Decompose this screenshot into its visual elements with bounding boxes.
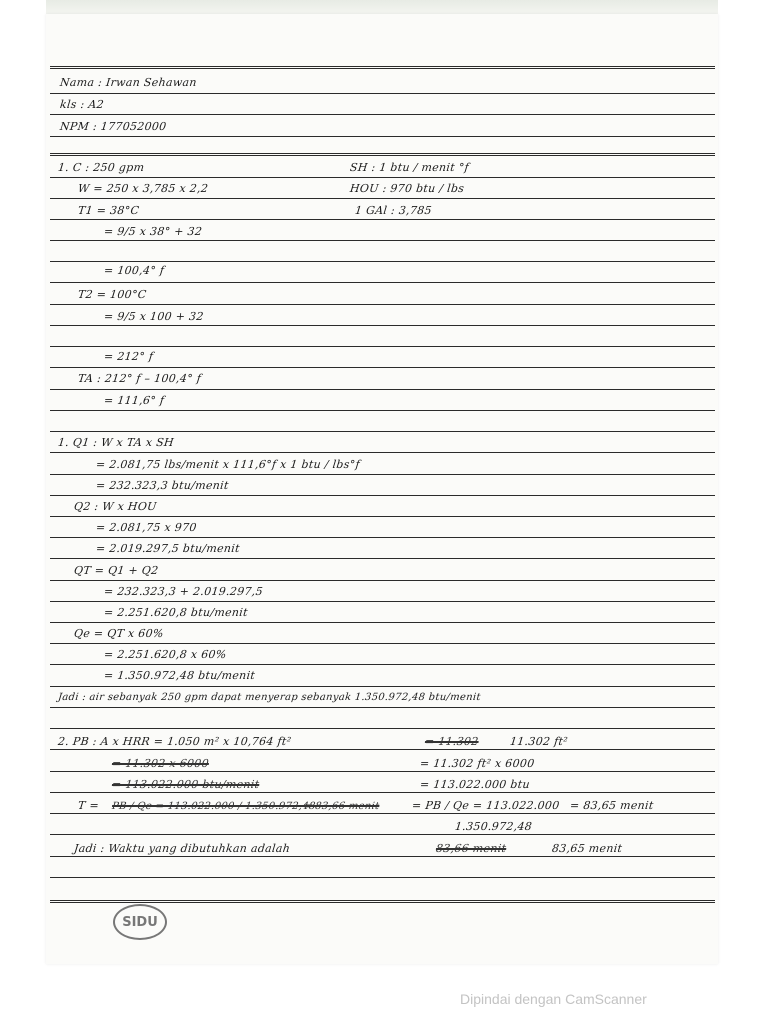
notebook-brand-logo: SIDU (113, 904, 167, 940)
ruled-line (50, 686, 715, 687)
given-c: 1. C : 250 gpm (57, 161, 146, 174)
ruled-line (50, 410, 715, 411)
ruled-line (50, 728, 715, 729)
q1-formula: 1. Q1 : W x TA x SH (57, 436, 175, 449)
ruled-line (50, 601, 715, 602)
q2-formula: Q2 : W x HOU (73, 500, 158, 513)
ruled-line (50, 474, 715, 475)
ruled-line (50, 114, 715, 115)
ruled-line (50, 900, 715, 903)
qe-step: = 2.251.620,8 x 60% (103, 648, 228, 661)
ruled-line (50, 537, 715, 538)
ruled-line (50, 622, 715, 623)
t1-conversion: = 9/5 x 38° + 32 (103, 225, 203, 238)
ruled-line (50, 877, 715, 878)
ruled-line (50, 580, 715, 581)
ruled-line (50, 367, 715, 368)
ruled-line (50, 431, 715, 432)
q1-result: = 232.323,3 btu/menit (95, 479, 230, 492)
ruled-line (50, 219, 715, 220)
t1-result: = 100,4° f (103, 264, 165, 277)
time-conclusion: Jadi : Waktu yang dibutuhkan adalah (73, 842, 291, 855)
t-label: T = (77, 799, 100, 812)
qt-result: = 2.251.620,8 btu/menit (103, 606, 249, 619)
given-ta: TA : 212° f – 100,4° f (77, 372, 202, 385)
ruled-line (50, 346, 715, 347)
heat-conclusion: Jadi : air sebanyak 250 gpm dapat menyerap sebanyak 1.350.972,48 btu/menit (57, 692, 482, 703)
given-w: W = 250 x 3,785 x 2,2 (77, 182, 209, 195)
student-npm: NPM : 177052000 (59, 120, 168, 133)
given-gal: 1 GAl : 3,785 (354, 204, 433, 217)
ruled-line (50, 153, 715, 156)
time-conclusion-value: 83,65 menit (551, 842, 623, 855)
ruled-line (50, 136, 715, 137)
ruled-line (50, 93, 715, 94)
student-name: Nama : Irwan Sehawan (59, 76, 198, 89)
given-t2: T2 = 100°C (77, 288, 148, 301)
ruled-line (50, 304, 715, 305)
student-class: kls : A2 (59, 98, 105, 111)
ruled-line (50, 66, 715, 69)
qe-formula: Qe = QT x 60% (73, 627, 165, 640)
ruled-line (50, 516, 715, 517)
qt-step: = 232.323,3 + 2.019.297,5 (103, 585, 264, 598)
camscanner-watermark: Dipindai dengan CamScanner (460, 991, 647, 1007)
t-result-denominator: 1.350.972,48 (454, 820, 533, 833)
ruled-line (50, 749, 715, 750)
qe-result: = 1.350.972,48 btu/menit (103, 669, 256, 682)
pb-result: 11.302 ft² (509, 735, 569, 748)
t-result-numerator: = PB / Qe = 113.022.000 (411, 799, 561, 812)
given-hou: HOU : 970 btu / lbs (349, 182, 465, 195)
ruled-line (50, 558, 715, 559)
qt-formula: QT = Q1 + Q2 (73, 564, 160, 577)
ruled-line (50, 771, 715, 772)
ruled-line (50, 325, 715, 326)
q2-result: = 2.019.297,5 btu/menit (95, 542, 241, 555)
given-sh: SH : 1 btu / menit °f (349, 161, 470, 174)
t2-conversion: = 9/5 x 100 + 32 (103, 310, 205, 323)
ruled-line (50, 452, 715, 453)
ruled-line (50, 813, 715, 814)
pb-formula: 2. PB : A x HRR = 1.050 m² x 10,764 ft² (57, 735, 292, 748)
q1-step: = 2.081,75 lbs/menit x 111,6°f x 1 btu / lbs°f (95, 458, 361, 471)
pb-strike: = 11.302 (424, 735, 480, 748)
t2-result: = 212° f (103, 350, 154, 363)
ruled-line (50, 261, 715, 262)
pb-line3: = 113.022.000 btu (419, 778, 531, 791)
ruled-line (50, 643, 715, 644)
ruled-line (50, 495, 715, 496)
ruled-line (50, 282, 715, 283)
pb-line2-strike: = 11.302 x 6000 (111, 757, 210, 770)
q2-step: = 2.081,75 x 970 (95, 521, 198, 534)
ruled-line (50, 177, 715, 178)
ruled-line (50, 198, 715, 199)
pb-line3-strike: = 113.022.000 btu/menit (111, 778, 260, 791)
t-fraction-strike: PB / Qe = 113.022.000 / 1.350.972,48 (111, 801, 317, 812)
t-mid-strike: = 83,66 menit (302, 801, 380, 812)
given-t1: T1 = 38°C (77, 204, 140, 217)
ruled-line (50, 792, 715, 793)
t-result: = 83,65 menit (569, 799, 655, 812)
pb-line2: = 11.302 ft² x 6000 (419, 757, 536, 770)
ruled-line (50, 707, 715, 708)
ruled-line (50, 856, 715, 857)
ta-result: = 111,6° f (103, 394, 165, 407)
ruled-line (50, 664, 715, 665)
ruled-line (50, 389, 715, 390)
ruled-line (50, 834, 715, 835)
ruled-line (50, 240, 715, 241)
time-conclusion-strike: 83,66 menit (435, 842, 507, 855)
